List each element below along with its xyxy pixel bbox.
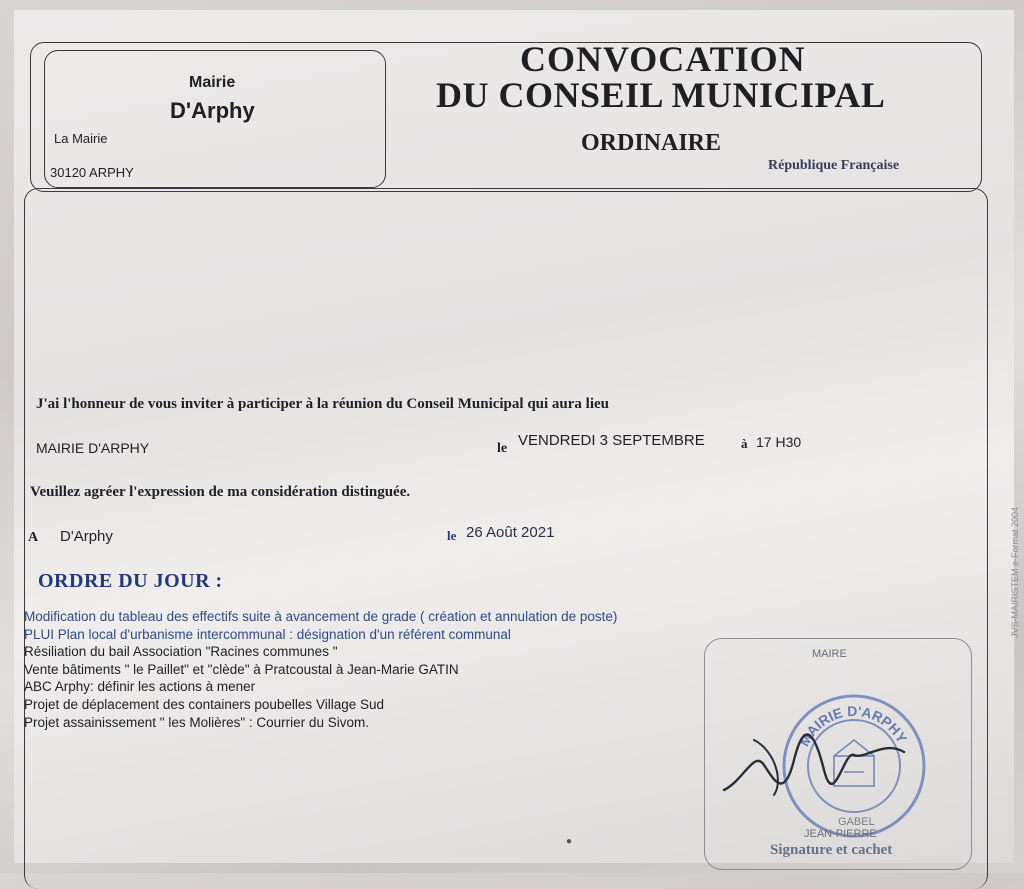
a-label: à bbox=[741, 436, 748, 451]
invitation-text: J'ai l'honneur de vous inviter à participer à la réunion du Conseil Municipal qui aura lieu bbox=[36, 396, 610, 412]
small-mark: ● bbox=[566, 836, 573, 847]
mayor-name-line-1: GABEL bbox=[838, 816, 875, 828]
address-line-1: La Mairie bbox=[54, 131, 108, 146]
document-sheet bbox=[14, 10, 1020, 863]
agenda-item: Résiliation du bail Association "Racines communes " bbox=[24, 644, 338, 660]
mayor-signature bbox=[714, 710, 914, 810]
meeting-date: VENDREDI 3 SEPTEMBRE bbox=[518, 432, 705, 449]
meeting-time: 17 H30 bbox=[756, 434, 802, 450]
agenda-item: Vente bâtiments " le Paillet" et "clède" à Pratcoustal à Jean-Marie GATIN bbox=[24, 661, 459, 677]
mayor-name-line-2: JEAN-PIERRE bbox=[804, 828, 877, 840]
agenda-item: PLUI Plan local d'urbanisme intercommunal : désignation d'un référent communal bbox=[24, 626, 511, 642]
issued-date: 26 Août 2021 bbox=[466, 524, 555, 541]
closing-text: Veuillez agréer l'expression de ma considération distinguée. bbox=[30, 484, 411, 500]
agenda-item: Projet assainissement " les Molières" : Courrier du Sivom. bbox=[24, 714, 369, 730]
title-convocation: CONVOCATION bbox=[520, 39, 806, 79]
form-reference-note: JVS-MAIRISTEM e-Format 2004 bbox=[1010, 506, 1020, 638]
seal-text: MAIRIE D'ARPHY bbox=[795, 702, 911, 749]
maire-label: MAIRE bbox=[812, 648, 847, 660]
agenda-item: Projet de déplacement des containers poubelles Village Sud bbox=[24, 696, 384, 712]
signature-caption: Signature et cachet bbox=[770, 842, 893, 858]
issued-at-label: A bbox=[28, 530, 39, 545]
address-line-2: 30120 ARPHY bbox=[50, 165, 134, 180]
le-label: le bbox=[497, 441, 508, 456]
mairie-name: D'Arphy bbox=[170, 98, 255, 123]
title-conseil-municipal: DU CONSEIL MUNICIPAL bbox=[436, 75, 886, 115]
title-ordinaire: ORDINAIRE bbox=[581, 130, 722, 156]
meeting-location: MAIRIE D'ARPHY bbox=[36, 440, 150, 456]
agenda-list bbox=[24, 608, 617, 731]
issued-le-label: le bbox=[447, 528, 457, 543]
agenda-item: ABC Arphy: définir les actions à mener bbox=[24, 679, 256, 695]
republique-francaise: République Française bbox=[768, 158, 900, 173]
issued-at-place: D'Arphy bbox=[60, 528, 113, 545]
mairie-label: Mairie bbox=[189, 74, 236, 91]
agenda-title: ORDRE DU JOUR : bbox=[38, 570, 223, 592]
agenda-item: Modification du tableau des effectifs suite à avancement de grade ( création et annulation de poste) bbox=[24, 609, 618, 624]
